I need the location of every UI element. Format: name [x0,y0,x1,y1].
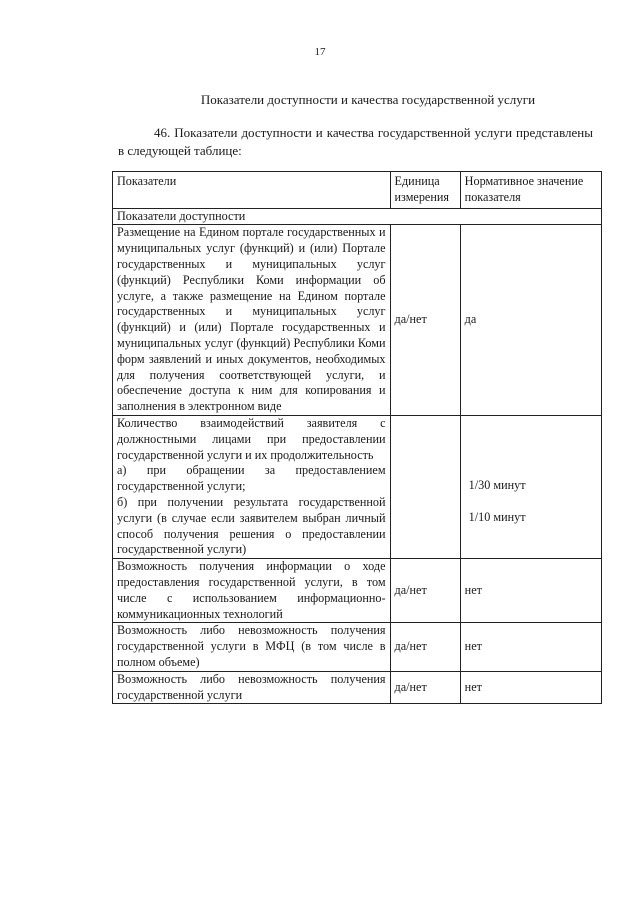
unit-cell: да/нет [390,559,460,623]
indicator-intro: Количество взаимодействий заявителя с должностными лицами при предоставлении государственной услуги и их продолжительность [117,415,386,462]
value-a: 1/30 минут [468,477,526,492]
value-cell: нет [460,623,601,671]
table-row [113,623,602,671]
header-unit: Единица измерения [390,172,460,209]
indicator-cell: Возможность получения информации о ходе предоставления государственной услуги, в том числе с использованием информационно-коммуникационных технологий [113,559,391,623]
table-row [113,225,602,416]
indicators-table [112,171,602,704]
value-cell: нет [460,559,601,623]
unit-cell: да/нет [390,623,460,671]
indicator-cell: Возможность либо невозможность получения государственной услуги в МФЦ (в том числе в полном объеме) [113,623,391,671]
unit-cell: да/нет [390,671,460,704]
value-b: 1/10 минут [468,509,526,524]
unit-cell [390,415,460,558]
value-cell: нет [460,671,601,704]
table-row [113,559,602,623]
table-header-row [113,172,602,209]
table-row [113,415,602,558]
indicator-item-a: а) при обращении за предоставлением государственной услуги; [117,463,386,494]
table-section-row [113,208,602,225]
section-accessibility: Показатели доступности [113,208,602,225]
page-number: 17 [314,46,326,58]
indicator-cell: Размещение на Едином портале государственных и муниципальных услуг (функций) и (или) Портале государственных и муниципальных услуг (функций) Республики Коми информации об услуге, а также размещение на Едином портале государственных и муниципальных услуг (функций) и (или) Портале государственных и муниципальных услуг (функций) Республики Коми форм заявлений и иных документов, необходимых для получения соответствующей услуги, и обеспечение доступа к ним для копирования и заполнения в электронном виде [113,225,391,416]
value-cell: да [460,225,601,416]
indicator-cell: Возможность либо невозможность получения государственной услуги [113,671,391,704]
section-title: Показатели доступности и качества государственной услуги [200,92,536,107]
value-cell [460,415,601,558]
intro-paragraph: 46. Показатели доступности и качества государственной услуги представлены в следующей таблице: [118,125,593,158]
indicator-cell [113,415,391,558]
indicator-item-b: б) при получении результата государственной услуги (в случае если заявителем выбран личный способ получения решения о предоставлении государственной услуги) [117,494,386,557]
table-row [113,671,602,704]
unit-cell: да/нет [390,225,460,416]
header-indicators: Показатели [113,172,391,209]
header-norm-value: Нормативное значение показателя [460,172,601,209]
